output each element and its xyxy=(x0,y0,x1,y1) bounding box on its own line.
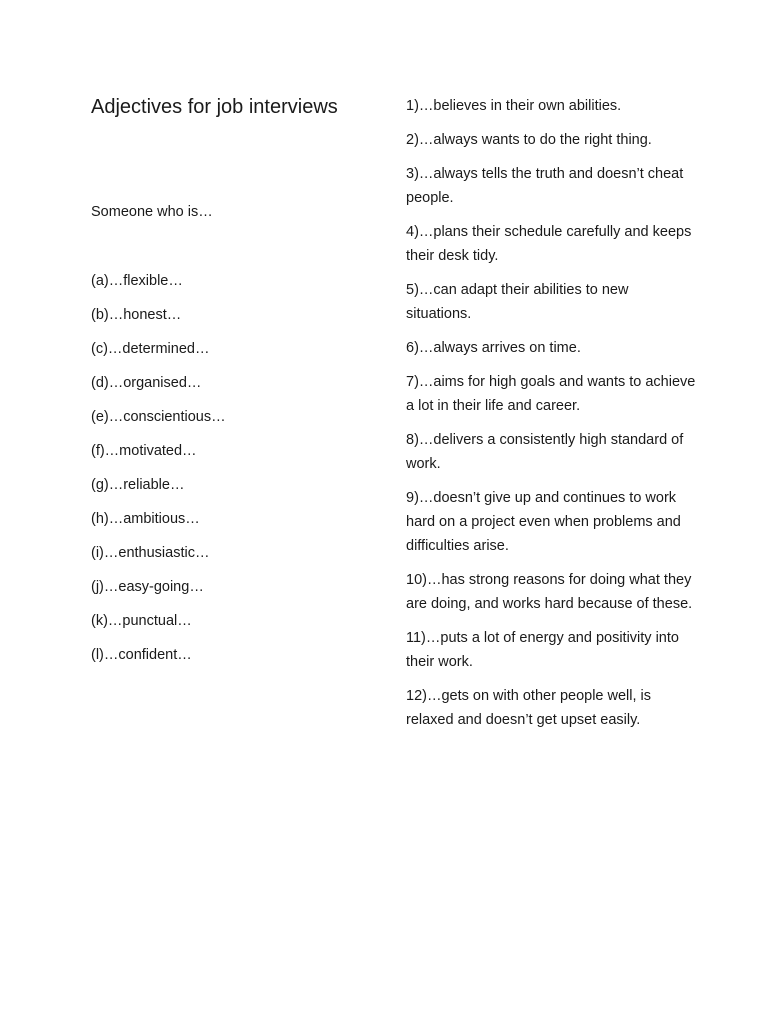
adjective-item: (d)…organised… xyxy=(91,375,202,391)
definition-item: 7)…aims for high goals and wants to achieve a lot in their life and career. xyxy=(406,374,696,414)
adjective-item: (f)…motivated… xyxy=(91,443,197,459)
adjective-list xyxy=(91,271,226,679)
definition-item: 8)…delivers a consistently high standard of work. xyxy=(406,432,684,472)
intro-text: Someone who is… xyxy=(91,204,213,220)
adjective-item: (g)…reliable… xyxy=(91,477,185,493)
definition-item: 9)…doesn’t give up and continues to work hard on a project even when problems and difficulties arise. xyxy=(406,490,681,554)
page-title: Adjectives for job interviews xyxy=(91,96,338,118)
adjective-item: (k)…punctual… xyxy=(91,613,192,629)
adjective-item: (b)…honest… xyxy=(91,307,182,323)
definition-item: 11)…puts a lot of energy and positivity into their work. xyxy=(406,630,679,670)
left-column xyxy=(91,94,381,663)
definition-item: 5)…can adapt their abilities to new situations. xyxy=(406,282,629,322)
definition-item: 2)…always wants to do the right thing. xyxy=(406,132,652,148)
definition-item: 10)…has strong reasons for doing what they are doing, and works hard because of these. xyxy=(406,572,693,612)
adjective-item: (h)…ambitious… xyxy=(91,511,200,527)
adjective-item: (e)…conscientious… xyxy=(91,409,226,425)
definition-list xyxy=(406,94,696,732)
definition-item: 12)…gets on with other people well, is relaxed and doesn’t get upset easily. xyxy=(406,688,652,728)
definition-item: 6)…always arrives on time. xyxy=(406,340,581,356)
definition-item: 4)…plans their schedule carefully and keeps their desk tidy. xyxy=(406,224,692,264)
adjective-item: (l)…confident… xyxy=(91,647,192,663)
adjective-item: (c)…determined… xyxy=(91,341,210,357)
definition-item: 3)…always tells the truth and doesn’t cheat people. xyxy=(406,166,684,206)
adjective-item: (i)…enthusiastic… xyxy=(91,545,210,561)
definition-item: 1)…believes in their own abilities. xyxy=(406,98,622,114)
adjective-item: (a)…flexible… xyxy=(91,273,183,289)
right-column xyxy=(406,94,696,742)
adjective-item: (j)…easy-going… xyxy=(91,579,204,595)
